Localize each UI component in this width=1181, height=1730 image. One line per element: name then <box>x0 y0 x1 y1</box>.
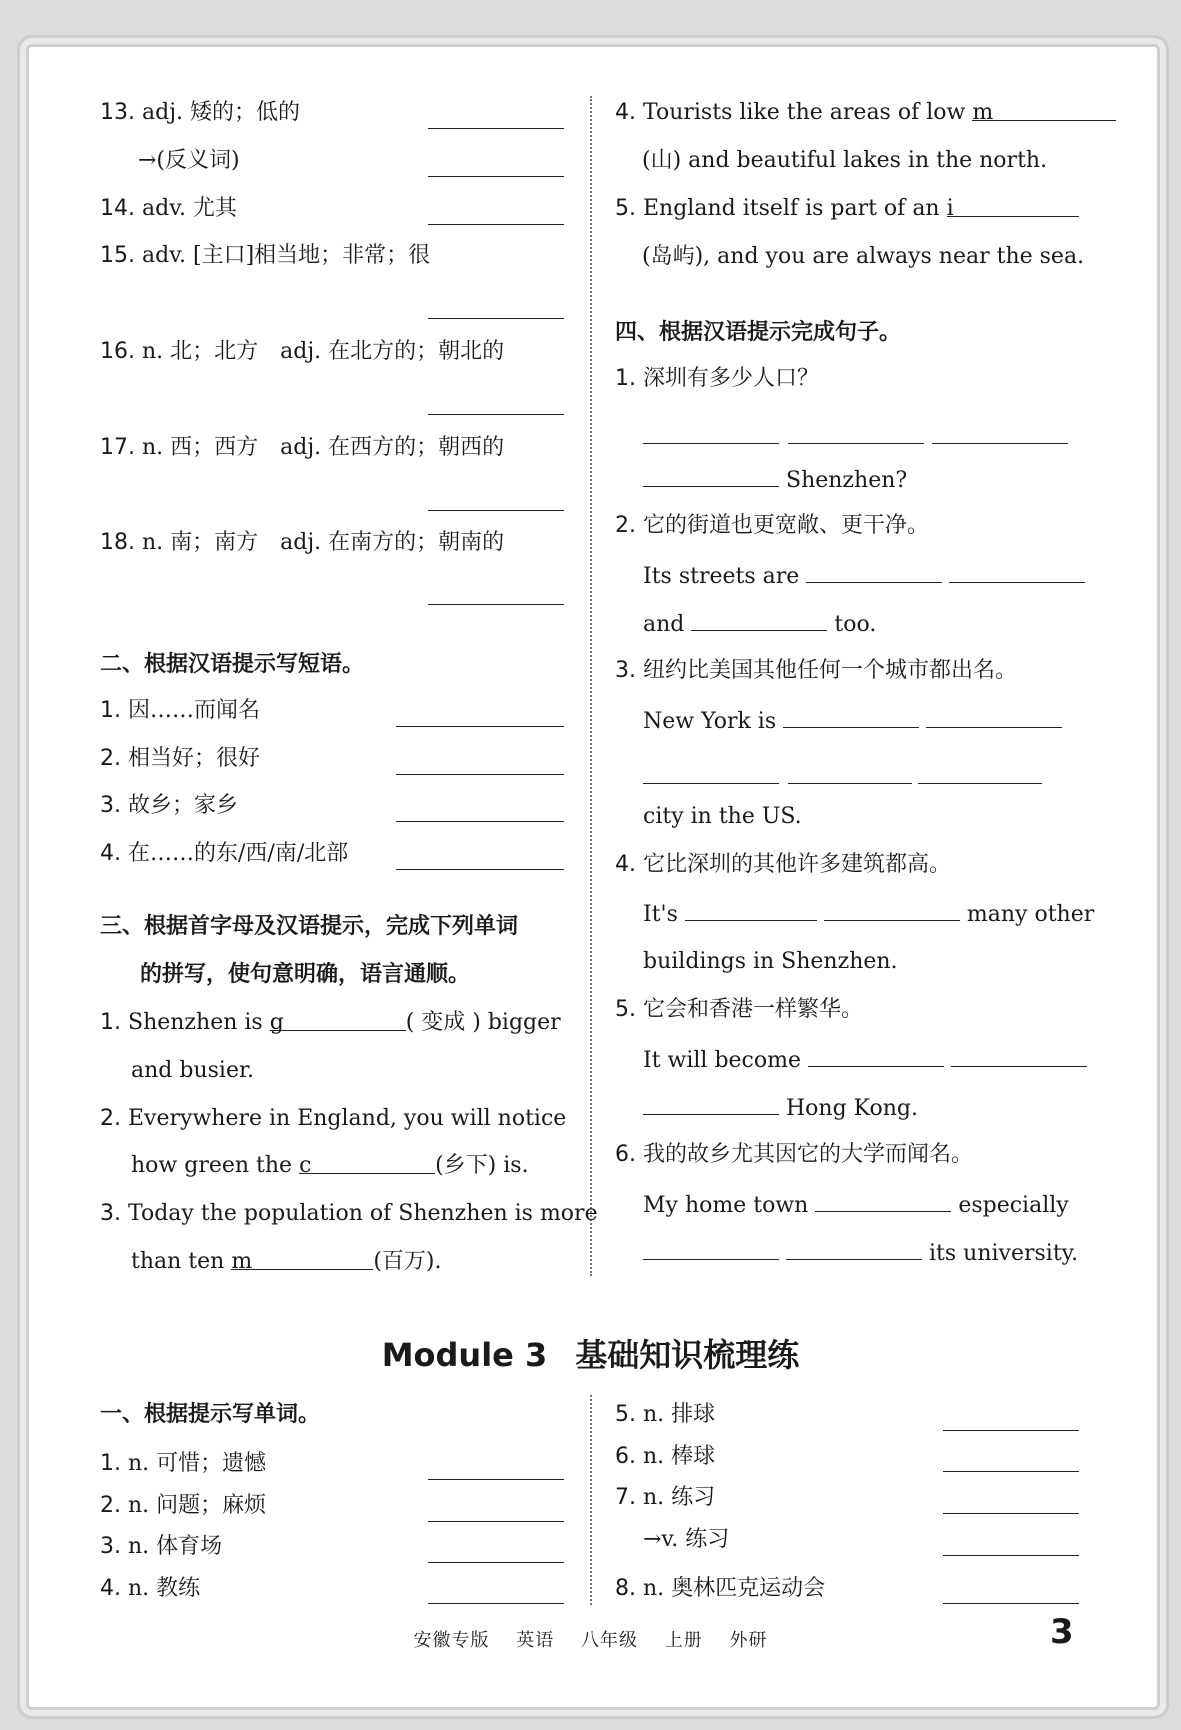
m3-vocab-6: 6. n. 棒球 <box>615 1444 716 1469</box>
s4-q5-line2: Hong Kong. <box>643 1092 918 1124</box>
s4-q2-line1: Its streets are <box>643 560 1085 592</box>
s3-q5-line2: (岛屿), and you are always near the sea. <box>642 244 1085 269</box>
answer-blank[interactable] <box>428 176 564 177</box>
answer-blank[interactable] <box>396 821 564 822</box>
vocab-16: 16. n. 北；北方 adj. 在北方的；朝北的 <box>100 339 505 364</box>
phrase-2: 2. 相当好；很好 <box>100 746 261 771</box>
s4-q3-line3: city in the US. <box>643 804 802 829</box>
answer-blank[interactable] <box>643 1092 779 1115</box>
s3-q1-line2: and busier. <box>131 1058 255 1083</box>
answer-blank[interactable] <box>428 1603 564 1604</box>
vocab-13: 13. adj. 矮的；低的 <box>100 100 301 125</box>
section-3-title-line1: 三、根据首字母及汉语提示，完成下列单词 <box>100 914 519 939</box>
answer-blank[interactable] <box>643 1237 779 1260</box>
section-3-title-line2: 的拼写，使句意明确，语言通顺。 <box>140 962 471 987</box>
answer-blank[interactable]: i <box>947 194 1079 217</box>
answer-blank[interactable] <box>949 560 1085 583</box>
answer-blank[interactable] <box>808 1044 944 1067</box>
s3-q3-line2: than ten m (百万). <box>131 1249 442 1274</box>
module3-section-1-title: 一、根据提示写单词。 <box>100 1402 321 1427</box>
s4-q6-cn: 6. 我的故乡尤其因它的大学而闻名。 <box>615 1142 974 1167</box>
answer-blank[interactable] <box>918 783 1042 784</box>
s3-q5-line1: 5. England itself is part of an i <box>615 194 1079 224</box>
column-divider <box>590 96 592 1276</box>
column-divider-module3 <box>590 1395 592 1605</box>
s3-q2-line1: 2. Everywhere in England, you will notice <box>100 1106 567 1131</box>
s4-q4-line2: buildings in Shenzhen. <box>643 949 898 974</box>
s4-q4-cn: 4. 它比深圳的其他许多建筑都高。 <box>615 852 952 877</box>
m3-vocab-7: 7. n. 练习 <box>615 1485 716 1510</box>
answer-blank[interactable]: g <box>270 1008 406 1031</box>
answer-blank[interactable] <box>815 1189 951 1212</box>
answer-blank[interactable] <box>943 1603 1079 1604</box>
answer-blank[interactable] <box>926 705 1062 728</box>
m3-vocab-3: 3. n. 体育场 <box>100 1534 223 1559</box>
s4-q5-line1: It will become <box>643 1044 1087 1076</box>
answer-blank[interactable]: c <box>299 1151 435 1174</box>
answer-blank[interactable] <box>943 1471 1079 1472</box>
module-title: Module 3 基础知识梳理练 <box>381 1336 800 1374</box>
answer-blank[interactable] <box>428 510 564 511</box>
m3-vocab-4: 4. n. 教练 <box>100 1576 201 1601</box>
answer-blank[interactable] <box>396 726 564 727</box>
s3-q2-line2: how green the c (乡下) is. <box>131 1153 529 1178</box>
vocab-15: 15. adv. [主口]相当地；非常；很 <box>100 243 431 268</box>
answer-blank[interactable] <box>428 224 564 225</box>
answer-blank[interactable]: m <box>972 98 1116 121</box>
s4-q6-line2: its university. <box>643 1237 1078 1269</box>
answer-blank[interactable] <box>783 705 919 728</box>
vocab-14: 14. adv. 尤其 <box>100 196 238 221</box>
m3-vocab-8: 8. n. 奥林匹克运动会 <box>615 1576 826 1601</box>
m3-vocab-5: 5. n. 排球 <box>615 1402 716 1427</box>
answer-blank[interactable] <box>943 1555 1079 1556</box>
answer-blank[interactable] <box>396 774 564 775</box>
answer-blank[interactable] <box>806 560 942 583</box>
m3-vocab-7-verb: →v. 练习 <box>643 1527 730 1552</box>
answer-blank[interactable] <box>951 1044 1087 1067</box>
s4-q1-cn: 1. 深圳有多少人口？ <box>615 366 820 391</box>
answer-blank[interactable] <box>428 1521 564 1522</box>
vocab-17: 17. n. 西；西方 adj. 在西方的；朝西的 <box>100 435 505 460</box>
s4-q5-cn: 5. 它会和香港一样繁华。 <box>615 997 864 1022</box>
s4-q2-cn: 2. 它的街道也更宽敞、更干净。 <box>615 513 930 538</box>
s3-q4-line1: 4. Tourists like the areas of low m <box>615 98 1116 128</box>
answer-blank[interactable] <box>643 443 779 444</box>
page-number: 3 <box>1050 1612 1074 1652</box>
answer-blank[interactable] <box>396 869 564 870</box>
s4-q4-line1: It's many other <box>643 898 1094 930</box>
answer-blank[interactable] <box>824 898 960 921</box>
answer-blank[interactable] <box>428 318 564 319</box>
s3-q3-line1: 3. Today the population of Shenzhen is more <box>100 1201 598 1226</box>
answer-blank[interactable] <box>685 898 817 921</box>
answer-blank[interactable] <box>428 604 564 605</box>
answer-blank[interactable] <box>643 783 779 784</box>
vocab-18: 18. n. 南；南方 adj. 在南方的；朝南的 <box>100 530 505 555</box>
s4-q3-line1: New York is <box>643 705 1062 737</box>
answer-blank[interactable] <box>428 1479 564 1480</box>
answer-blank[interactable] <box>691 608 827 631</box>
phrase-4: 4. 在……的东/西/南/北部 <box>100 841 349 866</box>
answer-blank[interactable] <box>428 1562 564 1563</box>
answer-blank[interactable] <box>788 443 924 444</box>
section-4-title: 四、根据汉语提示完成句子。 <box>615 320 902 345</box>
answer-blank[interactable] <box>786 1237 922 1260</box>
answer-blank[interactable] <box>932 443 1068 444</box>
answer-blank[interactable] <box>643 464 779 487</box>
answer-blank[interactable] <box>428 414 564 415</box>
answer-blank[interactable] <box>943 1513 1079 1514</box>
s3-q4-line2: (山) and beautiful lakes in the north. <box>642 148 1048 173</box>
s4-q6-line1: My home town especially <box>643 1189 1069 1221</box>
s3-q1-line1: 1. Shenzhen is g ( 变成 ) bigger <box>100 1010 561 1035</box>
vocab-13-antonym: →(反义词) <box>138 148 240 173</box>
answer-blank[interactable]: m <box>231 1247 373 1270</box>
s4-q3-cn: 3. 纽约比美国其他任何一个城市都出名。 <box>615 658 1018 683</box>
answer-blank[interactable] <box>943 1430 1079 1431</box>
page-footer: 安徽专版 英语 八年级 上册 外研 <box>413 1630 768 1651</box>
answer-blank[interactable] <box>788 783 912 784</box>
section-2-title: 二、根据汉语提示写短语。 <box>100 652 365 677</box>
phrase-3: 3. 故乡；家乡 <box>100 793 239 818</box>
phrase-1: 1. 因……而闻名 <box>100 698 261 723</box>
s4-q2-line2: and too. <box>643 608 876 640</box>
m3-vocab-2: 2. n. 问题；麻烦 <box>100 1493 267 1518</box>
s4-q1-line2: Shenzhen? <box>643 464 907 496</box>
answer-blank[interactable] <box>428 128 564 129</box>
m3-vocab-1: 1. n. 可惜；遗憾 <box>100 1451 267 1476</box>
